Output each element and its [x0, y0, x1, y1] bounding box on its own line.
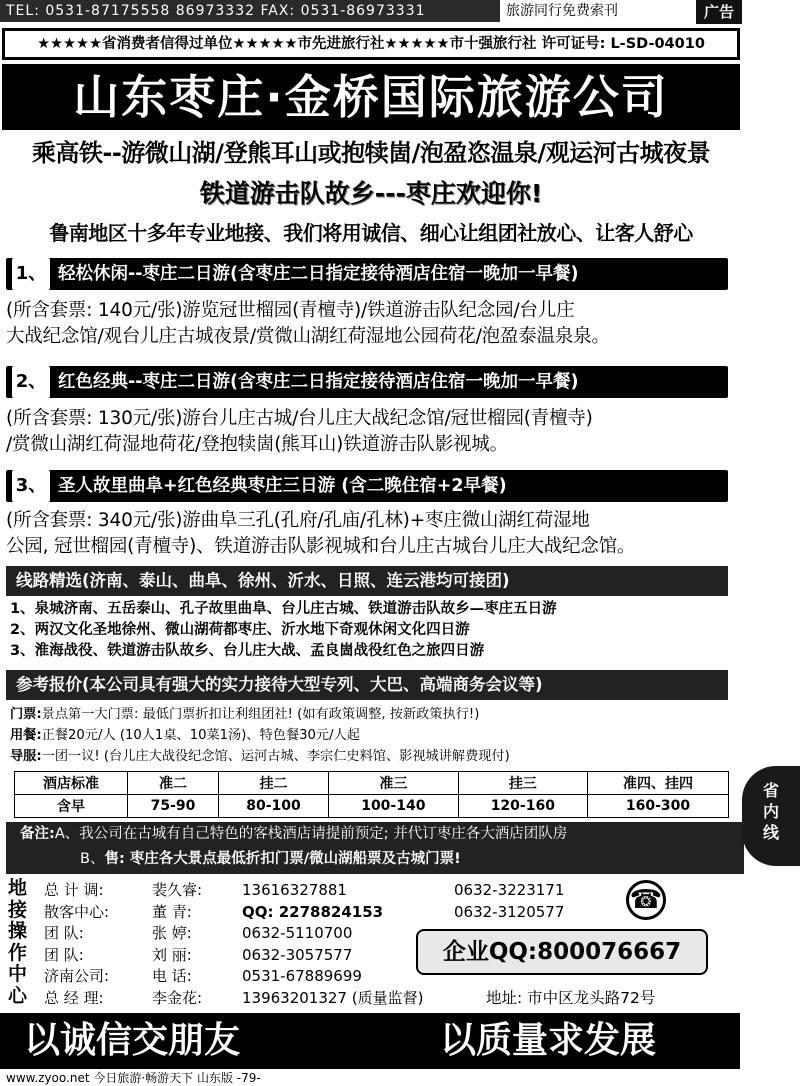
table-header-cell: 准三: [329, 772, 458, 795]
table-cell: 120-160: [458, 795, 587, 818]
tour-3-number: 3、: [12, 470, 50, 502]
table-header-cell: 挂三: [458, 772, 587, 795]
ad-tag: 广告: [696, 0, 742, 24]
note-label: 门票:: [10, 707, 42, 722]
tour-2-desc-line2: /赏微山湖红荷湿地荷花/登抱犊崮(熊耳山)铁道游击队影视城。: [6, 434, 508, 455]
remarks-box: [6, 822, 744, 874]
contact-role: 总 计 调:: [44, 881, 104, 899]
routes-heading: 线路精选(济南、泰山、曲阜、徐州、沂水、日照、连云港均可接团): [6, 566, 728, 596]
contact-role: 总 经 理:: [44, 988, 104, 1007]
table-header-cell: 酒店标准: [15, 772, 128, 795]
side-tab: [742, 766, 800, 866]
footer-slogan-right: 以质量求发展: [440, 1020, 657, 1061]
company-name: 山东枣庄·金桥国际旅游公司: [2, 64, 740, 130]
note-guide: [10, 746, 738, 767]
side-char: 心: [8, 984, 28, 1007]
table-header-cell: 准四、挂四: [588, 772, 729, 795]
contact-name: 裴久睿:: [152, 881, 203, 899]
welcome-line: 铁道游击队故乡---枣庄欢迎你!: [199, 179, 543, 208]
tour-1-title-bar: [6, 258, 728, 290]
note-text: 一团一议! (台儿庄大战役纪念馆、运河古城、李宗仁史料馆、影视城讲解费现付): [41, 749, 510, 764]
free-index-label: 旅游同行免费索刊: [506, 3, 618, 19]
remarks-line-b: 售: 枣庄各大景点最低折扣门票/微山湖船票及古城门票!: [104, 851, 461, 867]
side-char: 中: [8, 963, 28, 985]
remarks-line-b-prefix: B、: [80, 851, 105, 867]
contact-role: 团 队:: [44, 945, 84, 964]
hotel-price-table: [14, 771, 729, 818]
tour-3-title: 圣人故里曲阜+红色经典枣庄三日游 (含二晚住宿+2早餐): [58, 476, 507, 496]
contact-name: 电 话:: [152, 967, 192, 985]
contact-phone: 0632-5110700: [242, 924, 353, 942]
tour-2-title: 红色经典--枣庄二日游(含枣庄二日指定接待酒店住宿一晚加一早餐): [58, 372, 579, 392]
tour-2-title-bar: [6, 366, 728, 398]
tour-1-number: 1、: [12, 258, 50, 290]
contact-phone: 13616327881: [242, 881, 347, 899]
tour-2-description: [6, 406, 736, 458]
note-tickets: [10, 704, 738, 725]
contact-phone2: 0632-3223171: [454, 881, 565, 899]
remarks-line-a: A、我公司在古城有自己特色的客栈酒店请提前预定; 并代订枣庄各大酒店团队房: [54, 826, 568, 842]
contact-phone: 13963201327 (质量监督): [242, 988, 424, 1007]
note-label: 导服:: [10, 749, 42, 764]
company-qq: 企业QQ:800076667: [416, 929, 708, 975]
contact-phone: QQ: 2278824153: [242, 902, 384, 921]
tour-3-title-bar: [6, 470, 728, 502]
contact-role: 团 队:: [44, 924, 84, 942]
side-char: 操: [8, 920, 28, 942]
tour-1-description: [6, 298, 736, 350]
tour-1-desc-line2: 大战纪念馆/观台儿庄古城夜景/赏微山湖红荷湿地公园荷花/泡盈泰温泉泉。: [6, 326, 610, 347]
side-char: 地: [8, 877, 28, 899]
remarks-label: 备注:: [20, 826, 55, 842]
tour-2-desc-line1: (所含套票: 130元/张)游台儿庄古城/台儿庄大战纪念馆/冠世榴园(青檀寺): [6, 408, 593, 429]
contact-name: 董 青:: [152, 902, 192, 921]
note-label: 用餐:: [10, 728, 42, 743]
tour-2-number: 2、: [12, 366, 50, 398]
contact-row: [44, 880, 604, 902]
company-address: 地址: 市中区龙头路72号: [486, 989, 656, 1007]
note-text: 正餐20元/人 (10人1桌、10菜1汤)、特色餐30元/人起: [41, 728, 360, 743]
route-item: 1、泉城济南、五岳泰山、孔子故里曲阜、台儿庄古城、铁道游击队故乡—枣庄五日游: [10, 601, 557, 617]
table-cell: 160-300: [588, 795, 729, 818]
route-item: 2、两汉文化圣地徐州、微山湖荷都枣庄、沂水地下奇观休闲文化四日游: [10, 622, 470, 638]
table-cell: 75-90: [128, 795, 219, 818]
contact-phone2: 0632-3120577: [454, 902, 565, 921]
pricing-notes: [10, 704, 738, 767]
headline: 乘高铁--游微山湖/登熊耳山或抱犊崮/泡盈恣温泉/观运河古城夜景: [31, 139, 711, 167]
route-item: 3、淮海战役、铁道游击队故乡、台儿庄大战、孟良崮战役红色之旅四日游: [10, 643, 485, 659]
contact-name: 张 婷:: [152, 924, 192, 942]
table-header-cell: 挂二: [218, 772, 328, 795]
side-tab-text: 省内线: [762, 781, 779, 842]
credentials-banner: ★★★★★省消费者信得过单位★★★★★市先进旅行社★★★★★市十强旅行社 许可证号: L-SD-04010: [2, 28, 740, 60]
contact-name: 李金花:: [152, 988, 203, 1007]
contact-side-label: [8, 878, 32, 1007]
table-cell: 含早: [15, 795, 128, 818]
footer-slogan-left: 以诚信交朋友: [24, 1020, 241, 1061]
side-char: 作: [8, 941, 28, 964]
contact-role: 散客中心:: [44, 902, 110, 921]
contact-phone: 0632-3057577: [242, 945, 353, 964]
header-contact-line: TEL: 0531-87175558 86973332 FAX: 0531-86973331: [0, 0, 500, 22]
tour-1-title: 轻松休闲--枣庄二日游(含枣庄二日指定接待酒店住宿一晚加一早餐): [58, 264, 579, 284]
page-footer-line: www.zyoo.net 今日旅游·畅游天下 山东版 -79-: [6, 1071, 261, 1085]
side-char: 接: [8, 898, 28, 921]
telephone-icon: ☎: [626, 880, 666, 920]
intro-line: 鲁南地区十多年专业地接、我们将用诚信、细心让组团社放心、让客人舒心: [49, 221, 693, 245]
table-row: [15, 795, 729, 818]
contact-phone: 0531-67889699: [242, 967, 362, 985]
tour-3-desc-line1: (所含套票: 340元/张)游曲阜三孔(孔府/孔庙/孔林)+枣庄微山湖红荷湿地: [6, 510, 590, 531]
tour-1-desc-line1: (所含套票: 140元/张)游览冠世榴园(青檀寺)/铁道游击队纪念园/台儿庄: [6, 300, 575, 321]
tour-3-description: [6, 508, 736, 560]
note-meals: [10, 725, 738, 746]
contact-row: [44, 902, 604, 924]
pricing-heading: 参考报价(本公司具有强大的实力接待大型专列、大巴、高端商务会议等): [6, 670, 728, 700]
table-cell: 80-100: [218, 795, 328, 818]
routes-list: [10, 599, 738, 662]
table-header-cell: 准二: [128, 772, 219, 795]
table-header-row: [15, 772, 729, 795]
table-cell: 100-140: [329, 795, 458, 818]
note-text: 景点第一大门票: 最低门票折扣让利组团社! (如有政策调整, 按新政策执行!): [41, 707, 480, 722]
tour-3-desc-line2: 公园, 冠世榴园(青檀寺)、铁道游击队影视城和台儿庄古城台儿庄大战纪念馆。: [6, 536, 636, 557]
contact-name: 刘 丽:: [152, 945, 192, 964]
contact-role: 济南公司:: [44, 967, 110, 985]
